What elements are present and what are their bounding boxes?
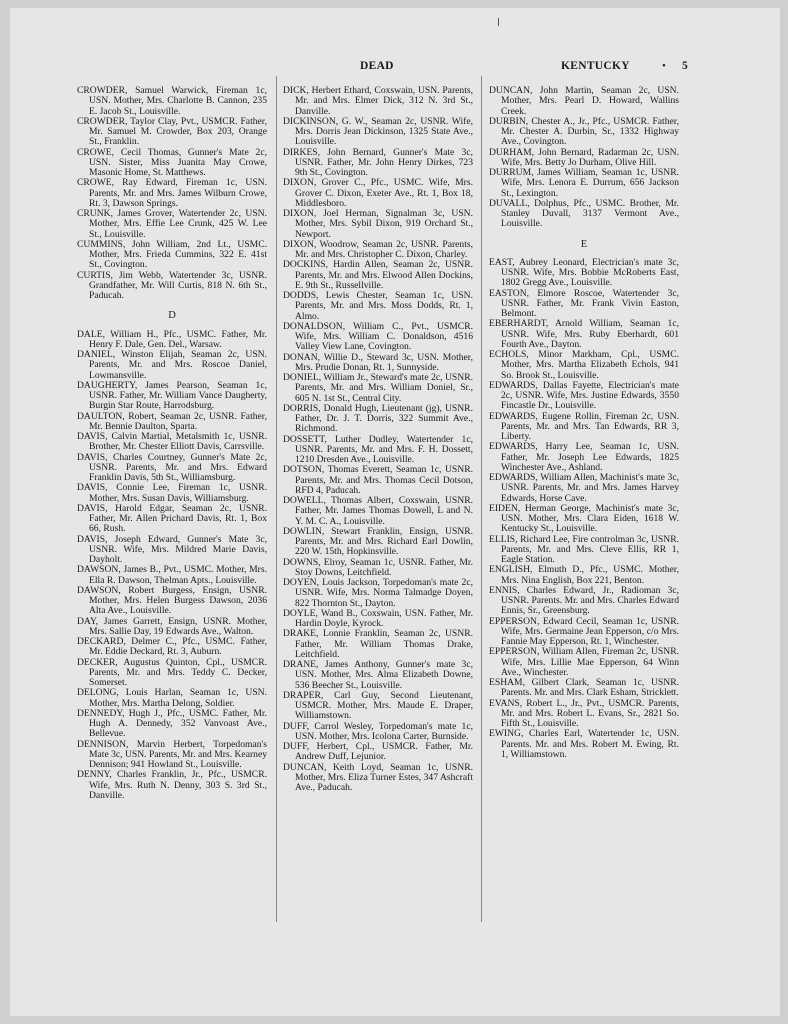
text-column-2 — [283, 86, 473, 793]
casualty-entry: CRUNK, James Grover, Watertender 2c, USN. Mother, Mrs. Effie Lee Crunk, 425 W. Lee St., Louisville. — [77, 208, 267, 240]
casualty-entry: DECKER, Augustus Quinton, Cpl., USMCR. Parents, Mr. and Mrs. Teddy C. Decker, Somerset. — [77, 656, 267, 688]
section-title: DEAD — [360, 60, 394, 72]
casualty-entry: CROWE, Ray Edward, Fireman 1c, USN. Parents, Mr. and Mrs. James Wilburn Crowe, Rt. 3, Dawson Springs. — [77, 177, 267, 209]
casualty-entry: DIXON, Woodrow, Seaman 2c, USNR. Parents, Mr. and Mrs. Christopher C. Dixon, Charley. — [283, 238, 473, 260]
casualty-entry: ELLIS, Richard Lee, Fire controlman 3c, USNR. Parents, Mr. and Mrs. Cleve Ellis, RR 1, Eagle Station. — [489, 533, 679, 565]
casualty-entry: DICK, Herbert Ethard, Coxswain, USN. Parents, Mr. and Mrs. Elmer Dick, 312 N. 3rd St., Danville. — [283, 85, 473, 117]
casualty-entry: DENNISON, Marvin Herbert, Torpedoman's Mate 3c, USN. Parents, Mr. and Mrs. Kearney Dennison; 941 Howland St., Louisville. — [77, 738, 267, 770]
casualty-entry: DAY, James Garrett, Ensign, USNR. Mother, Mrs. Sallie Day, 19 Edwards Ave., Walton. — [77, 615, 267, 637]
page-header — [10, 60, 780, 76]
column-divider — [481, 76, 482, 922]
casualty-entry: EAST, Aubrey Leonard, Electrician's mate 3c, USNR. Wife, Mrs. Bobbie McRoberts East, 1802 Gregg Ave., Louisville. — [489, 256, 679, 289]
casualty-entry: DUNCAN, John Martin, Seaman 2c, USN. Mother, Mrs. Pearl D. Howard, Wallins Creek. — [489, 85, 679, 117]
casualty-entry: EIDEN, Herman George, Machinist's mate 3c, USN. Mother, Mrs. Clara Eiden, 1618 W. Kentucky St., Louisville. — [489, 502, 679, 535]
casualty-entry: DONIEL, William Jr., Steward's mate 2c, USNR. Parents, Mr. and Mrs. William Doniel, Sr., 605 N. 1st St., Central City. — [283, 372, 473, 404]
casualty-entry: ESHAM, Gilbert Clark, Seaman 1c, USNR. Parents. Mr. and Mrs. Clark Esham, Stricklett. — [489, 677, 679, 699]
text-column-3 — [489, 86, 679, 760]
casualty-entry: DOWLIN, Stewart Franklin, Ensign, USNR. Parents, Mr. and Mrs. Richard Earl Dowlin, 220 W. 15th, Hopkinsville. — [283, 525, 473, 558]
casualty-entry: EDWARDS, Dallas Fayette, Electrician's mate 2c, USNR. Wife, Mrs. Justine Edwards, 3550 Fincastle Dr., Louisville. — [489, 379, 679, 412]
casualty-entry: DAWSON, James B., Pvt., USMC. Mother, Mrs. Ella R. Dawson, Thelman Apts., Louisville. — [77, 564, 267, 586]
casualty-entry: DURBIN, Chester A., Jr., Pfc., USMCR. Father, Mr. Chester A. Durbin, Sr., 1332 Highway Ave., Covington. — [489, 115, 679, 148]
casualty-entry: DIXON, Grover C., Pfc., USMC. Wife, Mrs. Grover C. Dixon, Exeter Ave., Rt. 1, Box 18, Middlesboro. — [283, 177, 473, 209]
state-name: KENTUCKY — [561, 60, 630, 72]
casualty-entry: EPPERSON, William Allen, Fireman 2c, USNR. Wife, Mrs. Lillie Mae Epperson, 64 Winn Ave., Winchester. — [489, 646, 679, 678]
casualty-entry: DOYLE, Wand B., Coxswain, USN. Father, Mr. Hardin Doyle, Kyrock. — [283, 607, 473, 629]
text-column-1 — [77, 86, 267, 801]
casualty-entry: EASTON, Elmore Roscoe, Watertender 3c, USNR. Father, Mr. Frank Vivin Easton, Belmont. — [489, 287, 679, 319]
casualty-entry: ECHOLS, Minor Markham, Cpl., USMC. Mother, Mrs. Martha Elizabeth Echols, 941 So. Brook St., Louisville. — [489, 349, 679, 381]
casualty-entry: ENGLISH, Elmuth D., Pfc., USMC. Mother, Mrs. Nina English, Box 221, Benton. — [489, 564, 679, 586]
casualty-entry: DAVIS, Harold Edgar, Seaman 2c, USNR. Father, Mr. Allen Prichard Davis, Rt. 1, Box 66, Rush. — [77, 502, 267, 535]
document-page — [10, 8, 780, 1016]
casualty-entry: DURHAM, John Bernard, Radarman 2c, USN. Wife, Mrs. Betty Jo Durham, Olive Hill. — [489, 146, 679, 168]
casualty-entry: CURTIS, Jim Webb, Watertender 3c, USNR. Grandfather, Mr. Will Curtis, 818 N. 6th St., Paducah. — [77, 269, 267, 301]
casualty-entry: DUFF, Carrol Wesley, Torpedoman's mate 1c, USN. Mother, Mrs. Icolona Carter, Burnside. — [283, 720, 473, 742]
casualty-entry: EBERHARDT, Arnold William, Seaman 1c, USNR. Wife, Mrs. Ruby Eberhardt, 601 Fourth Ave., Dayton. — [489, 318, 679, 350]
casualty-entry: DUNCAN, Keith Loyd, Seaman 1c, USNR. Mother, Mrs. Eliza Turner Estes, 347 Ashcraft Ave., Paducah. — [283, 761, 473, 793]
casualty-entry: DAUGHERTY, James Pearson, Seaman 1c, USNR. Father, Mr. William Vance Daugherty, Burgin Star Route, Harrodsburg. — [77, 379, 267, 412]
casualty-entry: DANIEL, Winston Elijah, Seaman 2c, USN. Parents, Mr. and Mrs. Roscoe Daniel, Lowmansville. — [77, 349, 267, 381]
header-bullet: • — [662, 60, 667, 72]
casualty-entry: DAVIS, Calvin Martial, Metalsmith 1c, USNR. Brother, Mr. Chester Elliott Davis, Carrsville. — [77, 431, 267, 453]
casualty-entry: DAVIS, Connie Lee, Fireman 1c, USNR. Mother, Mrs. Susan Davis, Williamsburg. — [77, 482, 267, 504]
casualty-entry: DOWNS, Elroy, Seaman 1c, USNR. Father, Mr. Stoy Downs, Leitchfield. — [283, 556, 473, 578]
casualty-entry: EVANS, Robert L., Jr., Pvt., USMCR. Parents, Mr. and Mrs. Robert L. Evans, Sr., 2821 So. Fifth St., Louisville. — [489, 697, 679, 729]
casualty-entry: DENNEDY, Hugh J., Pfc., USMC. Father, Mr. Hugh A. Dennedy, 352 Vanvoast Ave., Bellevue. — [77, 707, 267, 740]
casualty-entry: ENNIS, Charles Edward, Jr., Radioman 3c, USNR. Parents. Mr. and Mrs. Charles Edward Ennis, Sr., Greensburg. — [489, 584, 679, 617]
casualty-entry: DOSSETT, Luther Dudley, Watertender 1c, USNR. Parents, Mr. and Mrs. F. H. Dossett, 1210 Dresden Ave., Louisville. — [283, 433, 473, 465]
casualty-entry: CROWDER, Samuel Warwick, Fireman 1c, USN. Mother, Mrs. Charlotte B. Cannon, 235 E. Jacob St., Louisville. — [77, 85, 267, 117]
page-mark — [498, 18, 499, 26]
casualty-entry: DONAN, Willie D., Steward 3c, USN. Mother, Mrs. Prudie Donan, Rt. 1, Sunnyside. — [283, 351, 473, 373]
casualty-entry: DORRIS, Donald Hugh, Lieutenant (jg), USNR. Father, Dr. J. T. Dorris, 322 Summit Ave., Richmond. — [283, 402, 473, 435]
section-letter: D — [168, 310, 176, 322]
casualty-entry: CROWE, Cecil Thomas, Gunner's Mate 2c, USN. Sister, Miss Juanita May Crowe, Masonic Home, St. Matthews. — [77, 146, 267, 178]
casualty-entry: EDWARDS, Harry Lee, Seaman 1c, USN. Father, Mr. Joseph Lee Edwards, 1825 Winchester Ave., Ashland. — [489, 441, 679, 473]
column-divider — [276, 76, 277, 922]
casualty-entry: EWING, Charles Earl, Watertender 1c, USN. Parents. Mr. and Mrs. Robert M. Ewing, Rt. 1, Williamstown. — [489, 728, 679, 760]
casualty-entry: DECKARD, Delmer C., Pfc., USMC. Father, Mr. Eddie Deckard, Rt. 3, Auburn. — [77, 636, 267, 658]
casualty-entry: DOYEN, Louis Jackson, Torpedoman's mate 2c, USNR. Wife, Mrs. Norma Talmadge Doyen, 822 Thornton St., Dayton. — [283, 577, 473, 609]
casualty-entry: DALE, William H., Pfc., USMC. Father, Mr. Henry F. Dale, Gen. Del., Warsaw. — [77, 328, 267, 350]
casualty-entry: EDWARDS, William Allen, Machinist's mate 3c, USNR. Parents, Mr. and Mrs. James Harvey Edwards, Horse Cave. — [489, 472, 679, 504]
casualty-entry: DENNY, Charles Franklin, Jr., Pfc., USMCR. Wife, Mrs. Ruth N. Denny, 303 S. 3rd St., Danville. — [77, 769, 267, 801]
casualty-entry: DIXON, Joel Herman, Signalman 3c, USN. Mother, Mrs. Sybil Dixon, 919 Orchard St., Newport. — [283, 208, 473, 240]
casualty-entry: DUFF, Herbert, Cpl., USMCR. Father, Mr. Andrew Duff, Lejunior. — [283, 741, 473, 763]
casualty-entry: DAVIS, Joseph Edward, Gunner's Mate 3c, USNR. Wife, Mrs. Mildred Marie Davis, Dayholt. — [77, 533, 267, 565]
casualty-entry: DODDS, Lewis Chester, Seaman 1c, USN. Parents, Mr. and Mrs. Moss Dodds, Rt. 1, Almo. — [283, 290, 473, 322]
casualty-entry: DOCKINS, Hardin Allen, Seaman 2c, USNR. Parents, Mr. and Mrs. Elwood Allen Dockins, E. 9th St., Russellville. — [283, 259, 473, 291]
casualty-entry: DAULTON, Robert, Seaman 2c, USNR. Father, Mr. Bennie Daulton, Sparta. — [77, 410, 267, 432]
casualty-entry: DONALDSON, William C., Pvt., USMCR. Wife, Mrs. William C. Donaldson, 4516 Valley View Lane, Covington. — [283, 320, 473, 353]
casualty-entry: EDWARDS, Eugene Rollin, Fireman 2c, USN. Parents, Mr. and Mrs. Tan Edwards, RR 3, Liberty. — [489, 410, 679, 442]
casualty-entry: CUMMINS, John William, 2nd Lt., USMC. Mother, Mrs. Frieda Cummins, 322 E. 41st St., Covington. — [77, 238, 267, 271]
casualty-entry: DRAPER, Carl Guy, Second Lieutenant, USMCR. Mother, Mrs. Maude E. Draper, Williamstown. — [283, 689, 473, 722]
casualty-entry: DRAKE, Lonnie Franklin, Seaman 2c, USNR. Father, Mr. William Thomas Drake, Leitchfield. — [283, 628, 473, 660]
casualty-entry: DUVALL, Dolphus, Pfc., USMC. Brother, Mr. Stanley Duvall, 3137 Vermont Ave., Louisville. — [489, 197, 679, 230]
page-number: 5 — [682, 60, 689, 72]
casualty-entry: CROWDER, Taylor Clay, Pvt., USMCR. Father, Mr. Samuel M. Crowder, Box 203, Orange St., Franklin. — [77, 115, 267, 148]
casualty-entry: DAVIS, Charles Courtney, Gunner's Mate 2c, USNR. Parents, Mr. and Mrs. Edward Franklin Davis, 5th St., Williamsburg. — [77, 451, 267, 483]
casualty-entry: DOTSON, Thomas Everett, Seaman 1c, USNR. Parents, Mr. and Mrs. Thomas Cecil Dotson, RFD 4, Paducah. — [283, 464, 473, 496]
casualty-entry: DRANE, James Anthony, Gunner's mate 3c, USN. Mother, Mrs. Alma Elizabeth Downe, 536 Beecher St., Louisville. — [283, 659, 473, 691]
casualty-entry: DELONG, Louis Harlan, Seaman 1c, USN. Mother, Mrs. Martha Delong, Soldier. — [77, 687, 267, 709]
casualty-entry: DIRKES, John Bernard, Gunner's Mate 3c, USNR. Father, Mr. John Henry Dirkes, 723 9th St., Covington. — [283, 146, 473, 178]
section-letter: E — [580, 238, 588, 250]
casualty-entry: DICKINSON, G. W., Seaman 2c, USNR. Wife, Mrs. Dorris Jean Dickinson, 1325 State Ave., Louisville. — [283, 115, 473, 148]
casualty-entry: EPPERSON, Edward Cecil, Seaman 1c, USNR. Wife, Mrs. Germaine Jean Epperson, c/o Mrs. Fannie May Epperson, Rt. 1, Winchester. — [489, 615, 679, 647]
casualty-entry: DURRUM, James William, Seaman 1c, USNR. Wife, Mrs. Lenora E. Durrum, 656 Jackson St., Lexington. — [489, 167, 679, 199]
casualty-entry: DOWELL, Thomas Albert, Coxswain, USNR. Father, Mr. James Thomas Dowell, L and N. Y. M. C. A., Louisville. — [283, 495, 473, 527]
casualty-entry: DAWSON, Robert Burgess, Ensign, USNR. Mother, Mrs. Helen Burgess Dawson, 2036 Alta Ave., Louisville. — [77, 584, 267, 617]
